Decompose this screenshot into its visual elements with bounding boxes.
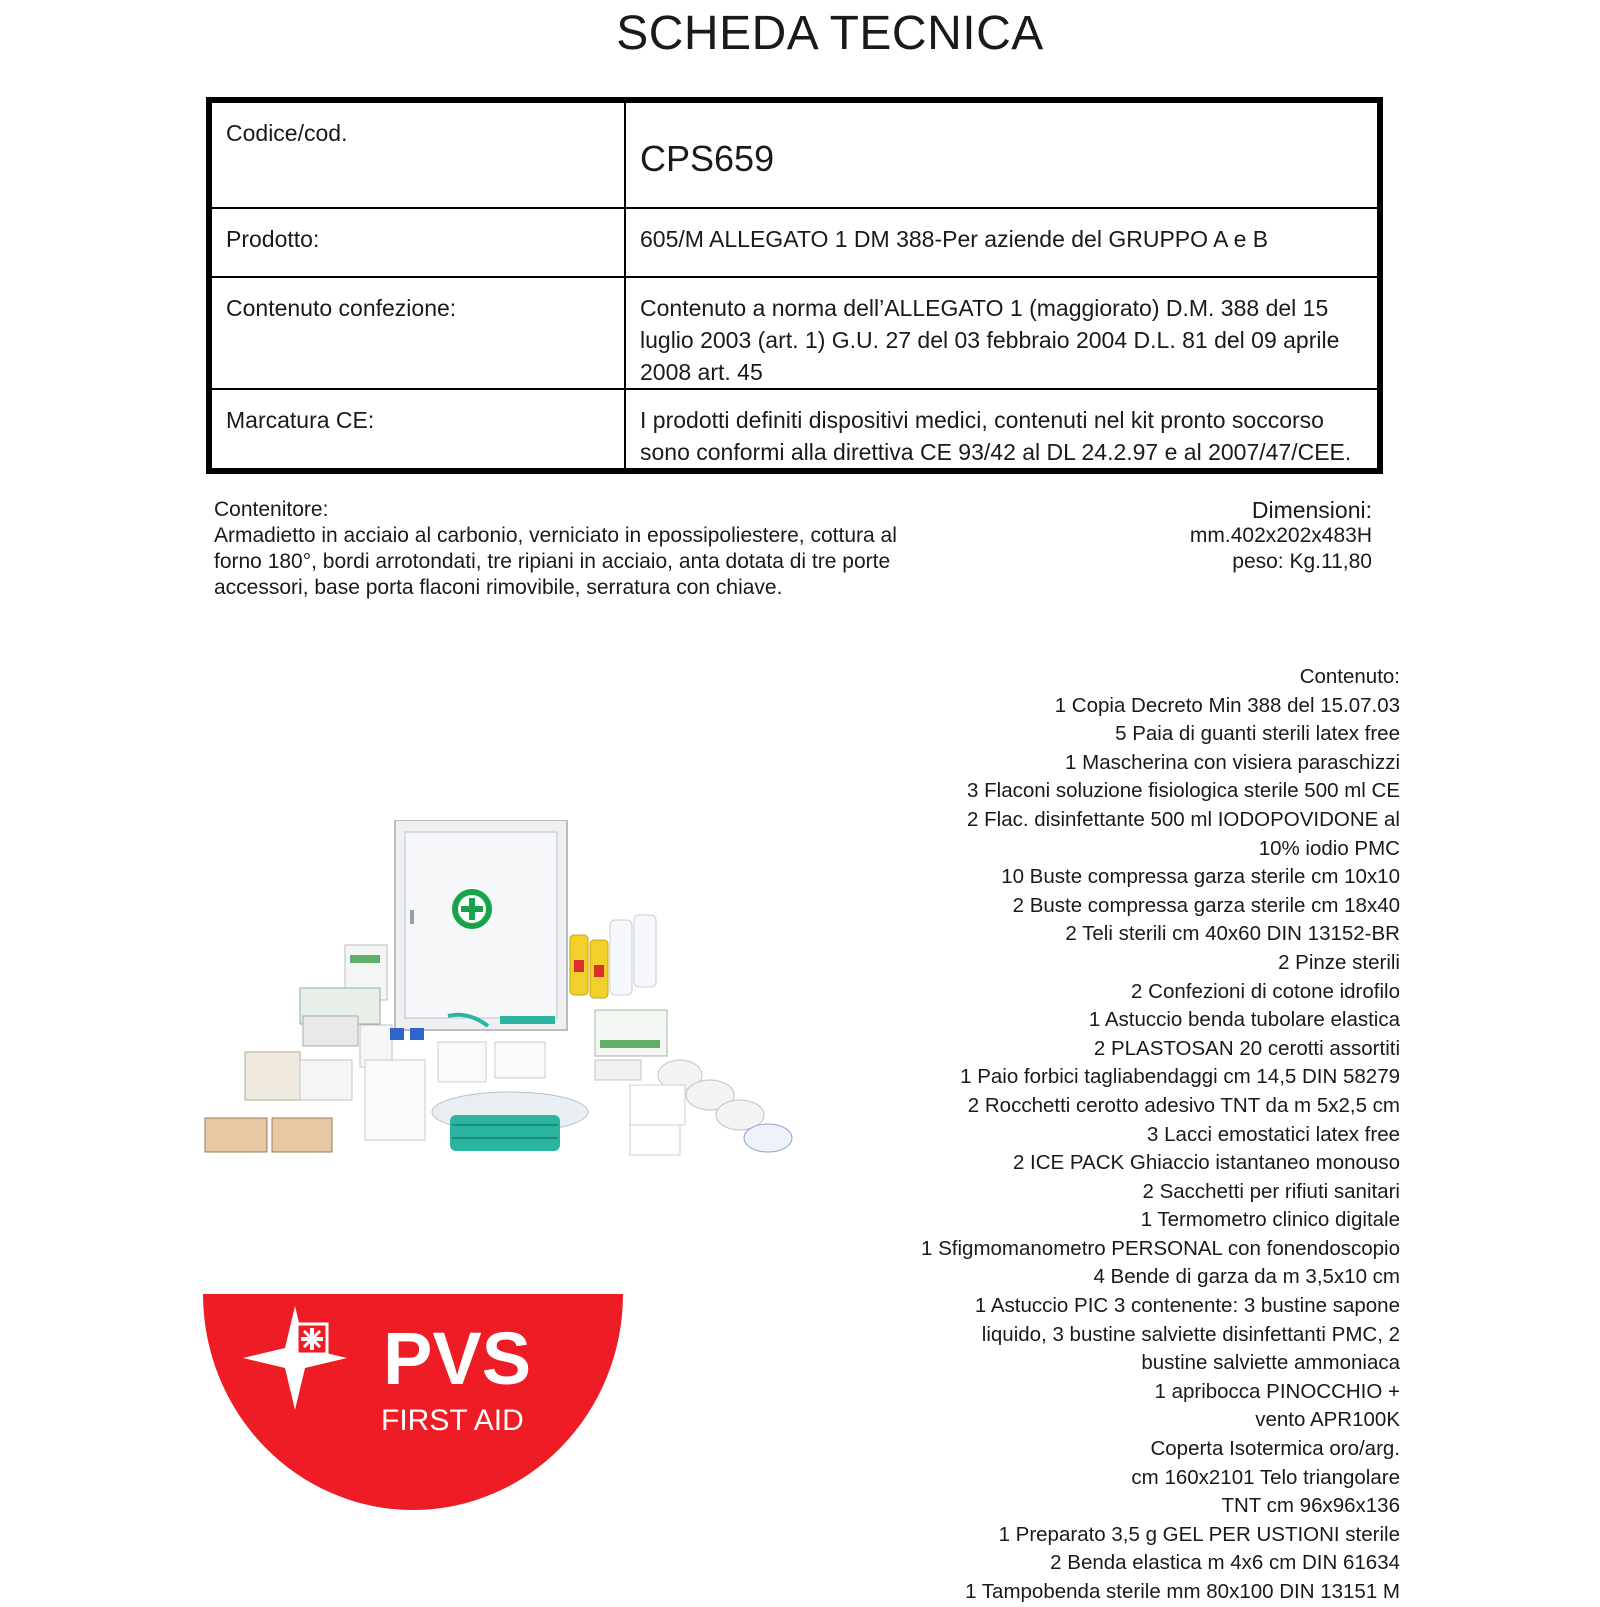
- spec-table: [206, 97, 1383, 474]
- product-photo: [200, 820, 800, 1190]
- pvs-first-aid-logo: [203, 1294, 623, 1510]
- dimensions-size: mm.402x202x483H: [1189, 524, 1372, 547]
- dimensions-label: Dimensioni:: [1251, 497, 1372, 523]
- list-item: 2 Buste compressa garza sterile cm 18x40: [1012, 893, 1400, 917]
- list-item: Coperta Isotermica oro/arg.: [1150, 1437, 1400, 1461]
- list-item: 1 Astuccio PIC 3 contenente: 3 bustine sapone: [974, 1294, 1400, 1318]
- contents-list: [780, 663, 1400, 1607]
- ce-label: Marcatura CE:: [209, 389, 625, 471]
- list-item: 1 Sfigmomanometro PERSONAL con fonendoscopio: [921, 1236, 1400, 1260]
- list-item: 1 Mascherina con visiera paraschizzi: [1065, 750, 1400, 774]
- code-label: Codice/cod.: [209, 100, 625, 208]
- list-item: 5 Paia di guanti sterili latex free: [1115, 722, 1400, 746]
- dimensions-weight: peso: Kg.11,80: [1232, 550, 1372, 573]
- contents-label: Contenuto confezione:: [209, 277, 625, 389]
- list-item: liquido, 3 bustine salviette disinfettanti PMC, 2: [981, 1322, 1400, 1346]
- list-item: 1 apribocca PINOCCHIO +: [1154, 1379, 1400, 1403]
- list-item: 10 Buste compressa garza sterile cm 10x10: [1001, 865, 1400, 889]
- cabinet-illustration: [395, 820, 567, 1030]
- list-item: TNT cm 96x96x136: [1221, 1494, 1400, 1518]
- list-item: 4 Bende di garza da m 3,5x10 cm: [1093, 1265, 1400, 1289]
- spec-row-contents: [209, 277, 1380, 389]
- contents-value: Contenuto a norma dell’ALLEGATO 1 (maggiorato) D.M. 388 del 15 luglio 2003 (art. 1) G.U. 27 del 03 febbraio 2004 D.L. 81 del 09 aprile 2008 art. 45: [625, 277, 1380, 389]
- list-item: bustine salviette ammoniaca: [1141, 1351, 1400, 1375]
- bottles-illustration: [570, 915, 656, 998]
- list-item: 1 Copia Decreto Min 388 del 15.07.03: [1054, 693, 1400, 717]
- ce-value: I prodotti definiti dispositivi medici, contenuti nel kit pronto soccorso sono conformi alla direttiva CE 93/42 al DL 24.2.97 e al 2007/47/CEE.: [625, 389, 1380, 471]
- dimensions-block: [1052, 497, 1372, 575]
- list-item: 3 Flaconi soluzione fisiologica sterile 500 ml CE: [967, 779, 1400, 803]
- product-label: Prodotto:: [209, 208, 625, 277]
- list-item: 2 Sacchetti per rifiuti sanitari: [1142, 1179, 1400, 1203]
- spec-row-ce: [209, 389, 1380, 471]
- list-item: cm 160x2101 Telo triangolare: [1131, 1465, 1400, 1489]
- list-item: 2 PLASTOSAN 20 cerotti assortiti: [1093, 1036, 1400, 1060]
- list-item: 1 Paio forbici tagliabendaggi cm 14,5 DIN 58279: [960, 1065, 1400, 1089]
- logo-tagline: FIRST AID: [381, 1404, 524, 1437]
- list-item: 10% iodio PMC: [1258, 836, 1400, 860]
- code-value: CPS659: [625, 100, 1380, 208]
- list-item: vento APR100K: [1255, 1408, 1400, 1432]
- product-value: 605/M ALLEGATO 1 DM 388-Per aziende del GRUPPO A e B: [625, 208, 1380, 277]
- container-block: [214, 497, 904, 601]
- list-item: 1 Preparato 3,5 g GEL PER USTIONI sterile: [998, 1522, 1400, 1546]
- mask-illustration: [432, 1092, 588, 1151]
- list-item: 2 Benda elastica m 4x6 cm DIN 61634: [1050, 1551, 1400, 1575]
- list-item: 2 Flac. disinfettante 500 ml IODOPOVIDONE al: [967, 807, 1400, 831]
- list-item: 3 Lacci emostatici latex free: [1147, 1122, 1400, 1146]
- container-label: Contenitore:: [214, 498, 329, 521]
- contents-list-label: Contenuto:: [1299, 665, 1400, 688]
- list-item: 2 Pinze sterili: [1278, 950, 1400, 974]
- page-title: SCHEDA TECNICA: [616, 7, 1044, 60]
- spec-row-code: [209, 100, 1380, 208]
- list-item: 2 Teli sterili cm 40x60 DIN 13152-BR: [1065, 922, 1400, 946]
- list-item: 2 Rocchetti cerotto adesivo TNT da m 5x2,5 cm: [967, 1093, 1400, 1117]
- list-item: 1 Astuccio benda tubolare elastica: [1088, 1008, 1400, 1032]
- list-item: 1 Tampobenda sterile mm 80x100 DIN 13151 M: [965, 1580, 1400, 1603]
- logo-brand: PVS: [383, 1317, 532, 1400]
- list-item: 1 Termometro clinico digitale: [1140, 1208, 1400, 1232]
- list-item: 2 ICE PACK Ghiaccio istantaneo monouso: [1012, 1151, 1400, 1175]
- list-item: 2 Confezioni di cotone idrofilo: [1131, 979, 1400, 1003]
- spec-row-product: [209, 208, 1380, 277]
- container-text: Armadietto in acciaio al carbonio, verniciato in epossipoliestere, cottura al forno 180°, bordi arrotondati, tre ripiani in acciaio, anta dotata di tre porte accessori, base porta flaconi rimovibile, serratura con chiave.: [214, 524, 897, 599]
